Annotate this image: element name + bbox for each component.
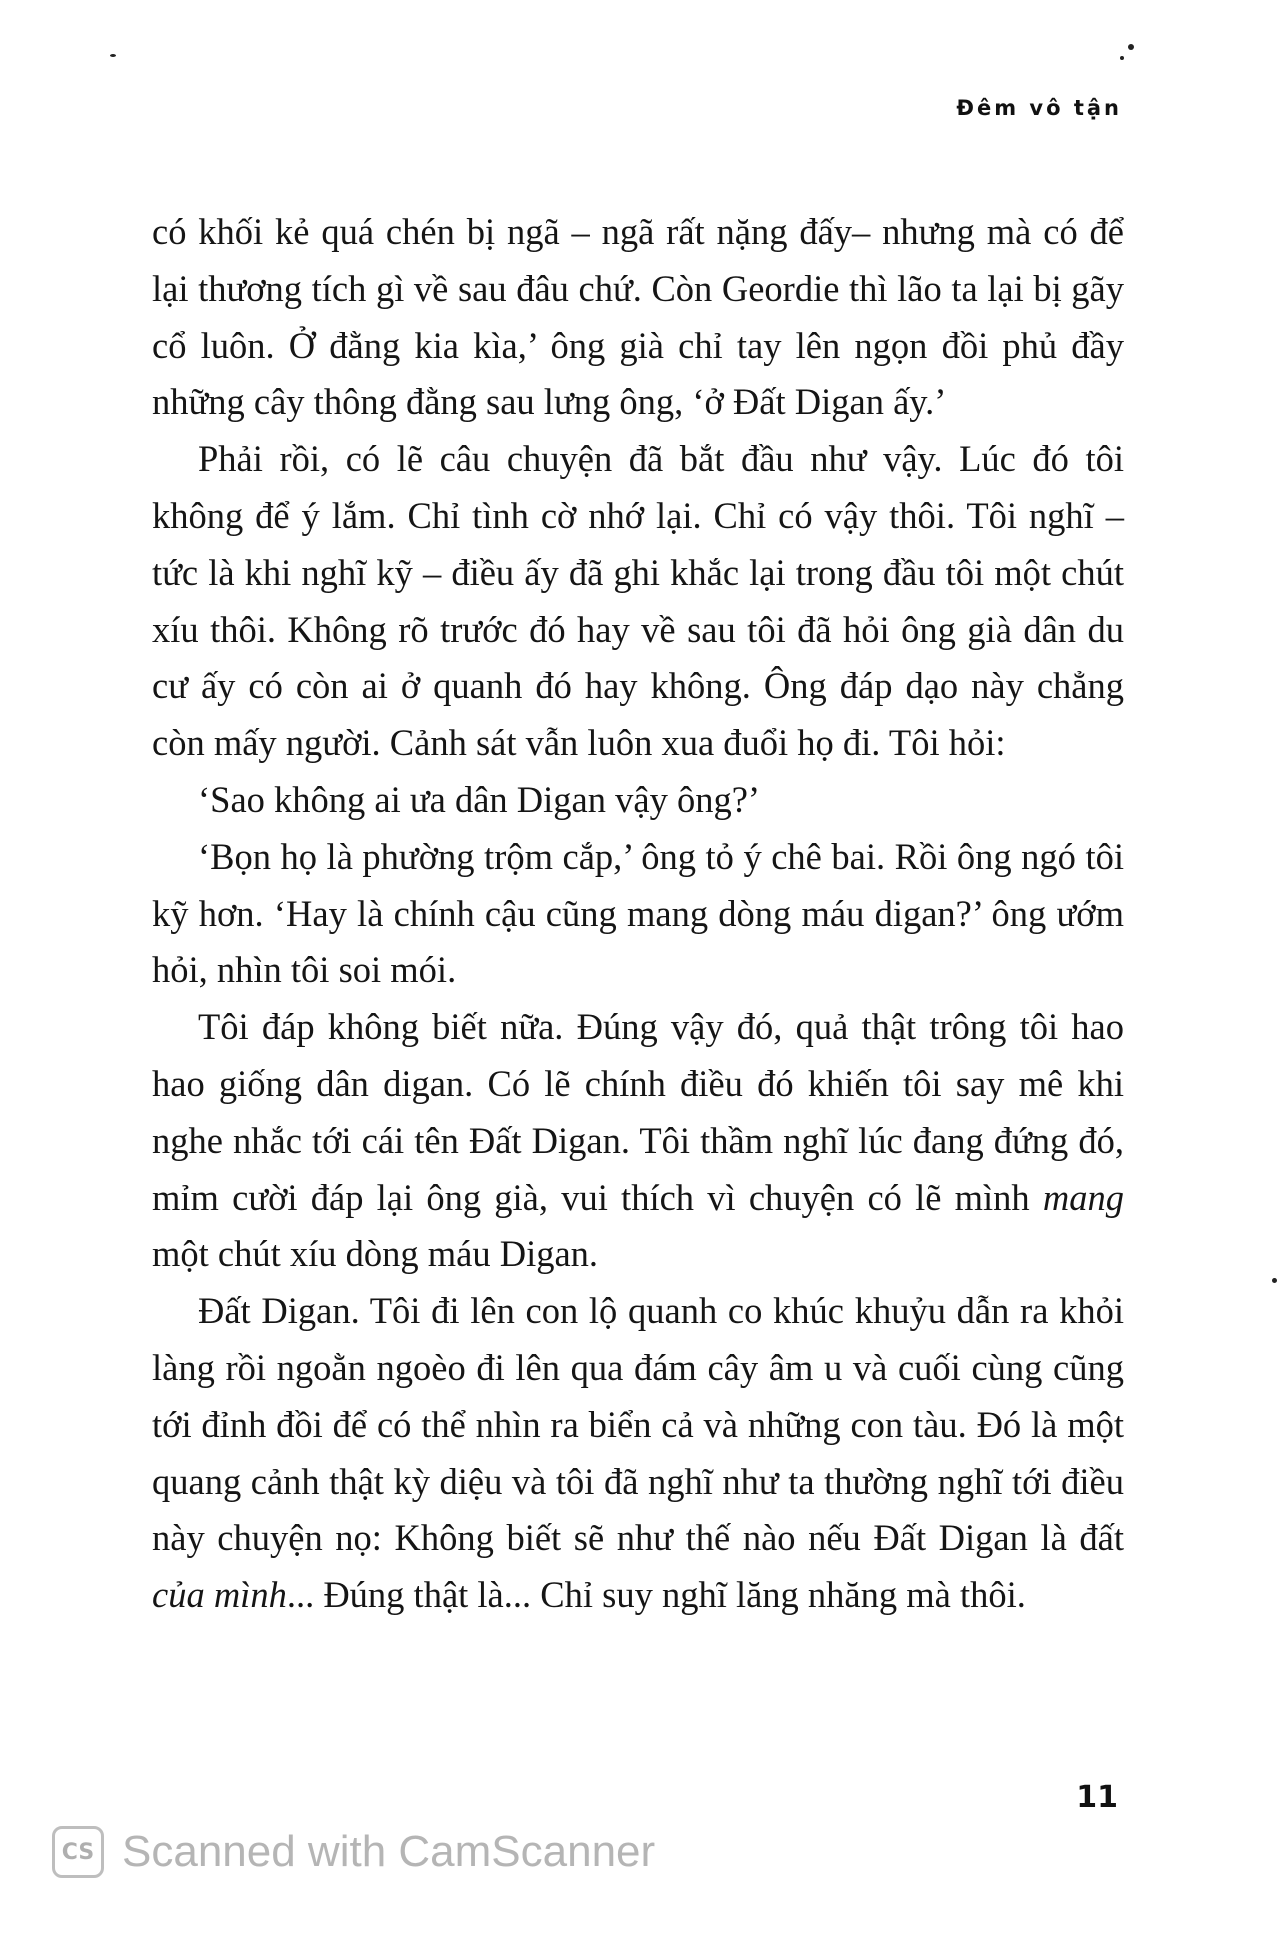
text-run: một chút xíu dòng máu Digan. <box>152 1233 599 1275</box>
body-text <box>152 204 1124 1624</box>
paragraph: Phải rồi, có lẽ câu chuyện đã bắt đầu như vậy. Lúc đó tôi không để ý lắm. Chỉ tình cờ nhớ lại. Chỉ có vậy thôi. Tôi nghĩ – tức là khi nghĩ kỹ – điều ấy đã ghi khắc lại trong đầu tôi một chút xíu thôi. Không rõ trước đó hay về sau tôi đã hỏi ông già dân du cư ấy có còn ai ở quanh đó hay không. Ông đáp dạo này chẳng còn mấy người. Cảnh sát vẫn luôn xua đuổi họ đi. Tôi hỏi: <box>152 438 1124 764</box>
scan-speck <box>1128 44 1134 50</box>
paragraph: ‘Sao không ai ưa dân Digan vậy ông?’ <box>198 778 761 820</box>
scan-speck <box>1120 56 1124 60</box>
text-run: Tôi đáp không biết nữa. Đúng vậy đó, quả thật trông tôi hao hao giống dân digan. Có lẽ chính điều đó khiến tôi say mê khi nghe nhắc tới cái tên Đất Digan. Tôi thầm nghĩ lúc đang đứng đó, mỉm cười đáp lại ông già, vui thích vì chuyện có lẽ mình <box>152 1006 1124 1218</box>
camscanner-watermark <box>52 1822 655 1882</box>
scan-speck <box>1272 1278 1277 1283</box>
running-head-title: Đêm vô tận <box>956 96 1122 120</box>
watermark-text: Scanned with CamScanner <box>122 1827 656 1876</box>
page-number: 11 <box>1076 1780 1118 1815</box>
scan-speck <box>110 54 116 57</box>
paragraph: ‘Bọn họ là phường trộm cắp,’ ông tỏ ý chê bai. Rồi ông ngó tôi kỹ hơn. ‘Hay là chính cậu cũng mang dòng máu digan?’ ông ướm hỏi, nhìn tôi soi mói. <box>152 835 1124 991</box>
text-run: Đất Digan. Tôi đi lên con lộ quanh co khúc khuỷu dẫn ra khỏi làng rồi ngoằn ngoèo đi lên qua đám cây âm u và cuối cùng cũng tới đỉnh đồi để có thể nhìn ra biển cả và những con tàu. Đó là một quang cảnh thật kỳ diệu và tôi đã nghĩ như ta thường nghĩ tới điều này chuyện nọ: Không biết sẽ như thế nào nếu Đất Digan là đất <box>152 1290 1124 1559</box>
paragraph <box>152 999 1124 1283</box>
paragraph <box>152 1283 1124 1624</box>
text-run: ... Đúng thật là... Chỉ suy nghĩ lăng nhăng mà thôi. <box>286 1574 1026 1616</box>
camscanner-logo-icon: CS <box>52 1826 104 1878</box>
paragraph: có khối kẻ quá chén bị ngã – ngã rất nặng đấy– nhưng mà có để lại thương tích gì về sau đâu chứ. Còn Geordie thì lão ta lại bị gãy cổ luôn. Ở đằng kia kìa,’ ông già chỉ tay lên ngọn đồi phủ đầy những cây thông đằng sau lưng ông, ‘ở Đất Digan ấy.’ <box>152 211 1124 423</box>
italic-text: của mình <box>152 1574 287 1616</box>
italic-text: mang <box>1042 1176 1124 1218</box>
